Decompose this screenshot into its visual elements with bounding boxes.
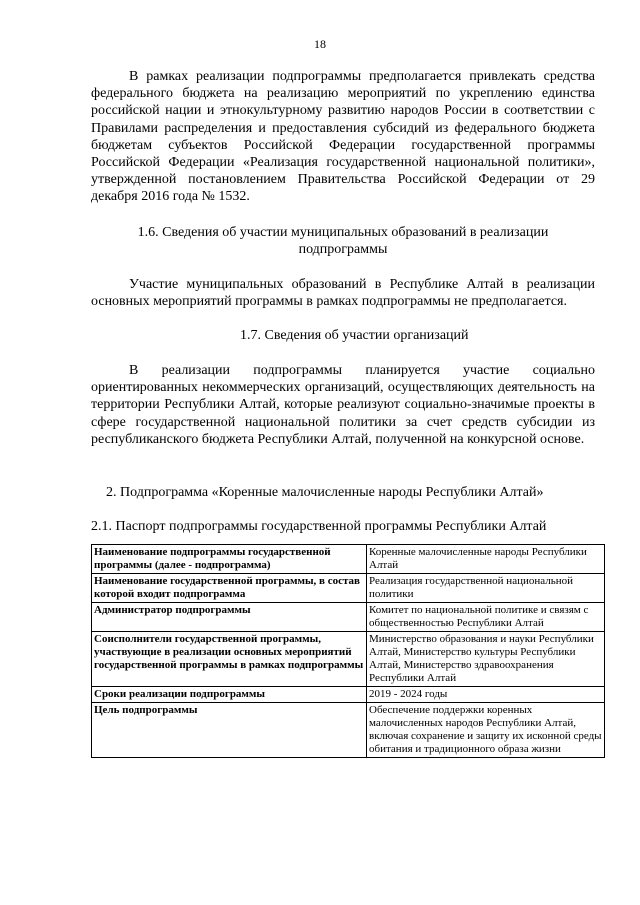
table-row [92,632,605,687]
row-value: 2019 - 2024 годы [367,687,605,703]
row-label: Наименование государственной программы, в состав которой входит подпрограмма [92,574,367,603]
row-label: Администратор подпрограммы [92,603,367,632]
row-value: Обеспечение поддержки коренных малочисленных народов Республики Алтай, включая сохранение и защиту их исконной среды обитания и традиционного образа жизни [367,703,605,758]
row-label: Наименование подпрограммы государственной программы (далее - подпрограмма) [92,545,367,574]
passport-table [91,544,605,758]
row-value: Коренные малочисленные народы Республики Алтай [367,545,605,574]
row-value: Министерство образования и науки Республики Алтай, Министерство культуры Республики Алтай, Министерство здравоохранения Республики Алтай [367,632,605,687]
section-1-7-text: В реализации подпрограммы планируется участие социально ориентированных некоммерческих организаций, осуществляющих деятельность на территории Республики Алтай, которые реализуют социально-значимые проекты в сфере государственной национальной политики за счет средств субсидии из республиканского бюджета Республики Алтай, полученной на конкурсной основе. [91,363,595,447]
row-label: Сроки реализации подпрограммы [92,687,367,703]
row-label: Соисполнители государственной программы, участвующие в реализации основных мероприятий государственной программы в рамках подпрограммы [92,632,367,687]
section-2-heading: 2. Подпрограмма «Коренные малочисленные народы Республики Алтай» [106,485,544,500]
page-number: 18 [314,37,326,51]
row-value: Реализация государственной национальной политики [367,574,605,603]
row-label: Цель подпрограммы [92,703,367,758]
table-row [92,574,605,603]
table-row [92,703,605,758]
row-value: Комитет по национальной политике и связям с общественностью Республики Алтай [367,603,605,632]
table-row [92,603,605,632]
section-2-1-heading: 2.1. Паспорт подпрограммы государственной программы Республики Алтай [91,519,547,534]
section-1-6-heading-line2: подпрограммы [298,242,388,258]
section-1-6-heading [91,224,595,258]
section-1-6-heading-line1: 1.6. Сведения об участии муниципальных образований в реализации [137,225,549,240]
table-row [92,545,605,574]
section-1-6-text: Участие муниципальных образований в Республике Алтай в реализации основных мероприятий программы в рамках подпрограммы не предполагается. [91,277,595,310]
table-row [92,687,605,703]
intro-paragraph: В рамках реализации подпрограммы предполагается привлекать средства федерального бюджета на реализацию мероприятий по укреплению единства российской нации и этнокультурному развитию народов России в соответствии с Правилами распределения и предоставления субсидий из федерального бюджета бюджетам субъектов Российской Федерации государственной программы Российской Федерации «Реализация государственной национальной политики», утвержденной постановлением Правительства Российской Федерации от 29 декабря 2016 года № 1532. [91,69,595,205]
section-1-7-heading: 1.7. Сведения об участии организаций [240,328,469,343]
